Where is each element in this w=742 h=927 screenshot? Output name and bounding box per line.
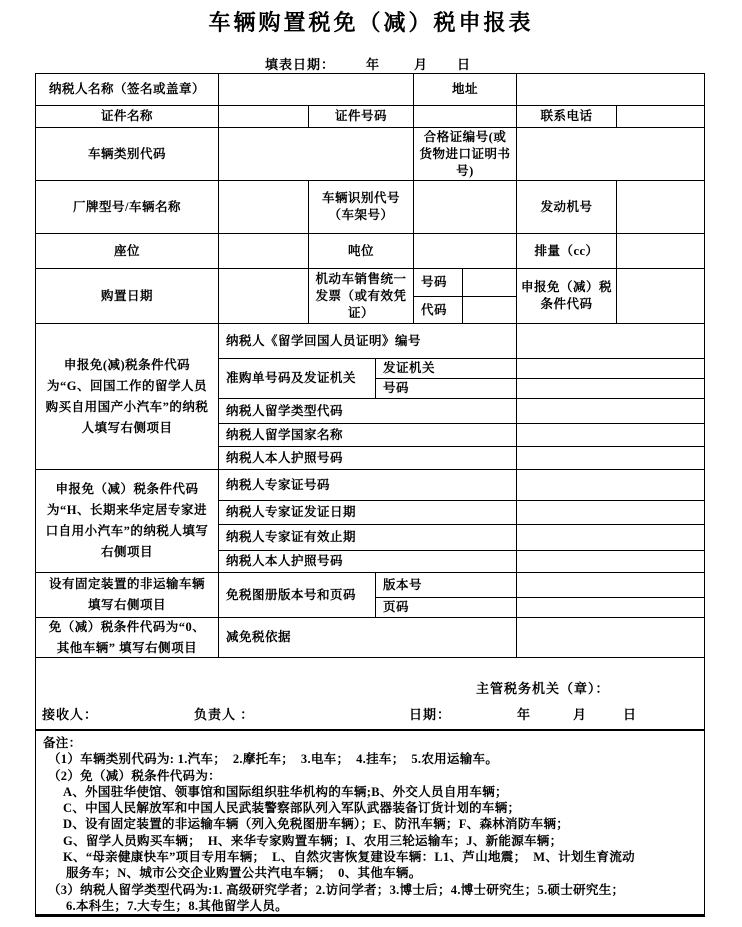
brand-model-label: 厂牌型号/车辆名称 bbox=[36, 181, 219, 234]
invoice-code-label: 代码 bbox=[414, 297, 463, 324]
footer-day-label: 日 bbox=[623, 707, 638, 722]
cert-number-label: 证件号码 bbox=[309, 106, 414, 128]
fill-date-year-label: 年 bbox=[366, 57, 381, 72]
displacement-value-cell[interactable] bbox=[617, 234, 704, 269]
g-passport-no-value-cell[interactable] bbox=[517, 447, 704, 470]
expert-cert-valid-until-value-cell[interactable] bbox=[517, 525, 704, 551]
cert-name-value-cell[interactable] bbox=[219, 106, 309, 128]
page-no-value-cell[interactable] bbox=[517, 598, 704, 618]
tonnage-label: 吨位 bbox=[309, 234, 414, 269]
responsible-person-label: 负责人 ： bbox=[194, 707, 255, 722]
qualification-cert-no-label: 合格证编号(或货物进口证明书号) bbox=[414, 128, 517, 181]
study-country-label: 纳税人留学国家名称 bbox=[219, 424, 517, 447]
taxpayer-name-label: 纳税人名称（签名或盖章） bbox=[36, 74, 219, 106]
expert-cert-valid-until-label: 纳税人专家证有效止期 bbox=[219, 525, 517, 551]
notes-title: 备注： bbox=[43, 736, 82, 750]
tonnage-value-cell[interactable] bbox=[414, 234, 517, 269]
taxpayer-name-value-cell[interactable] bbox=[219, 74, 414, 106]
section-h-label: 申报免（减）税条件代码为“H、长期来华定居专家进口自用小汽车”的纳税人填写右侧项目 bbox=[36, 470, 219, 573]
footer-date-label: 日期： bbox=[409, 707, 452, 722]
expert-cert-issue-date-label: 纳税人专家证发证日期 bbox=[219, 501, 517, 525]
section-fixed-label: 设有固定装置的非运输车辆填写右侧项目 bbox=[36, 573, 219, 618]
h-passport-no-value-cell[interactable] bbox=[517, 551, 704, 573]
invoice-label: 机动车销售统一发票（或有效凭证） bbox=[309, 269, 414, 324]
phone-label: 联系电话 bbox=[517, 106, 617, 128]
version-no-label: 版本号 bbox=[376, 573, 517, 598]
issuing-authority-label: 发证机关 bbox=[376, 359, 517, 379]
note-line: C、中国人民解放军和中国人民武装警察部队列入军队武器装备订货计划的车辆； bbox=[63, 801, 521, 816]
vin-label: 车辆识别代号（车架号） bbox=[309, 181, 414, 234]
footer-year-label: 年 bbox=[517, 707, 532, 722]
expert-cert-issue-date-value-cell[interactable] bbox=[517, 501, 704, 525]
invoice-no-value-cell[interactable] bbox=[463, 269, 517, 297]
purchase-date-value-cell[interactable] bbox=[219, 269, 309, 324]
fill-date-label: 填表日期： bbox=[265, 57, 336, 72]
fill-date-month-label: 月 bbox=[414, 57, 429, 72]
reduction-basis-label: 减免税依据 bbox=[219, 618, 517, 658]
study-type-code-label: 纳税人留学类型代码 bbox=[219, 399, 517, 424]
study-country-value-cell[interactable] bbox=[517, 424, 704, 447]
qualification-cert-no-value-cell[interactable] bbox=[517, 128, 704, 181]
note-line: （2）免（减）税条件代码为： bbox=[48, 768, 221, 783]
h-passport-no-label: 纳税人本人护照号码 bbox=[219, 551, 517, 573]
invoice-no-label: 号码 bbox=[414, 269, 463, 297]
engine-no-label: 发动机号 bbox=[517, 181, 617, 234]
vehicle-category-code-label: 车辆类别代码 bbox=[36, 128, 219, 181]
note-line: G、留学人员购买车辆； H、来华专家购置车辆；I、农用三轮运输车；J、新能源车辆； bbox=[63, 833, 563, 848]
page-title: 车辆购置税免（减）税申报表 bbox=[208, 10, 534, 35]
fill-date-day-label: 日 bbox=[457, 57, 472, 72]
notes-section bbox=[36, 731, 704, 914]
footer-month-label: 月 bbox=[573, 707, 588, 722]
atlas-label: 免税图册版本号和页码 bbox=[219, 573, 376, 618]
cert-name-label: 证件名称 bbox=[36, 106, 219, 128]
note-line: K、“母亲健康快车”项目专用车辆； L、自然灾害恢复建设车辆：L1、芦山地震； M、计划生育流动 bbox=[63, 850, 635, 865]
note-line: A、外国驻华使馆、领事馆和国际组织驻华机构的车辆;B、外交人员自用车辆； bbox=[63, 784, 508, 799]
purchase-permit-label: 准购单号码及发证机关 bbox=[219, 359, 376, 399]
address-value-cell[interactable] bbox=[517, 74, 704, 106]
form-table bbox=[35, 73, 705, 917]
expert-cert-no-value-cell[interactable] bbox=[517, 470, 704, 501]
note-line: D、设有固定装置的非运输车辆（列入免税图册车辆）；E、防汛车辆；F、森林消防车辆； bbox=[63, 817, 570, 832]
note-line: （1）车辆类别代码为: 1.汽车； 2.摩托车； 3.电车； 4.挂车； 5.农用运输车。 bbox=[48, 752, 499, 767]
study-type-code-value-cell[interactable] bbox=[517, 399, 704, 424]
vin-value-cell[interactable] bbox=[414, 181, 517, 234]
reduction-basis-value-cell[interactable] bbox=[517, 618, 704, 658]
brand-model-value-cell[interactable] bbox=[219, 181, 309, 234]
note-line: 6.本科生；7.大专生；8.其他留学人员。 bbox=[66, 898, 288, 913]
seats-value-cell[interactable] bbox=[219, 234, 309, 269]
page-no-label: 页码 bbox=[376, 598, 517, 618]
returnee-cert-no-value-cell[interactable] bbox=[517, 324, 704, 359]
tax-authority-seal-label: 主管税务机关（章）： bbox=[476, 681, 610, 696]
signature-band bbox=[36, 658, 704, 731]
cert-number-value-cell[interactable] bbox=[414, 106, 517, 128]
permit-no-label: 号码 bbox=[376, 379, 517, 399]
seats-label: 座位 bbox=[36, 234, 219, 269]
vehicle-category-code-value-cell[interactable] bbox=[219, 128, 414, 181]
phone-value-cell[interactable] bbox=[617, 106, 704, 128]
receiver-label: 接收人： bbox=[42, 707, 99, 722]
section-other-label: 免（减）税条件代码为“0、其他车辆” 填写右侧项目 bbox=[36, 618, 219, 658]
invoice-code-value-cell[interactable] bbox=[463, 297, 517, 324]
address-label: 地址 bbox=[414, 74, 517, 106]
expert-cert-no-label: 纳税人专家证号码 bbox=[219, 470, 517, 501]
exemption-code-value-cell[interactable] bbox=[617, 269, 704, 324]
note-line: （3）纳税人留学类型代码为:1. 高级研究学者；2.访问学者；3.博士后；4.博士研究生；5.硕士研究生； bbox=[48, 882, 625, 897]
permit-no-value-cell[interactable] bbox=[517, 379, 704, 399]
engine-no-value-cell[interactable] bbox=[617, 181, 704, 234]
displacement-label: 排量（cc） bbox=[517, 234, 617, 269]
note-line: 服务车；N、城市公交企业购置公共汽电车辆； 0、其他车辆。 bbox=[66, 866, 422, 881]
purchase-date-label: 购置日期 bbox=[36, 269, 219, 324]
version-no-value-cell[interactable] bbox=[517, 573, 704, 598]
issuing-authority-value-cell[interactable] bbox=[517, 359, 704, 379]
returnee-cert-no-label: 纳税人《留学回国人员证明》编号 bbox=[219, 324, 517, 359]
section-g-label: 申报免(减)税条件代码为“G、回国工作的留学人员购买自用国产小汽车”的纳税人填写右侧项目 bbox=[36, 324, 219, 470]
g-passport-no-label: 纳税人本人护照号码 bbox=[219, 447, 517, 470]
exemption-code-label: 申报免（减）税条件代码 bbox=[517, 269, 617, 324]
